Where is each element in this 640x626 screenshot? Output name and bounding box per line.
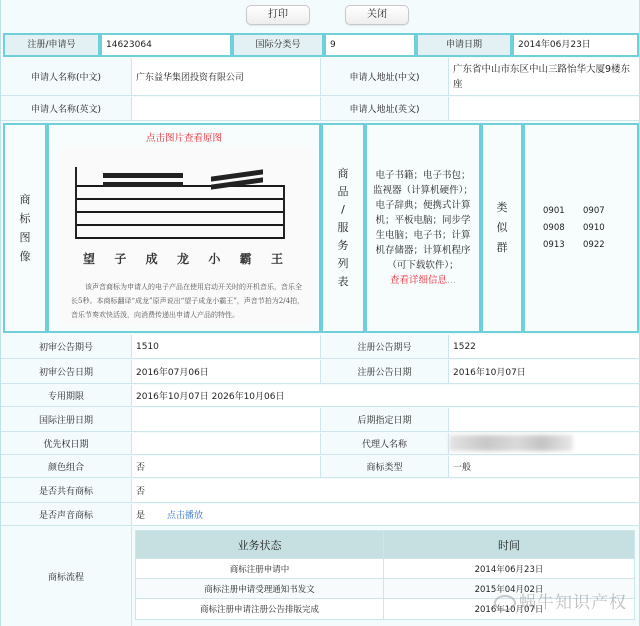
- app-date-label: 申请日期: [416, 33, 512, 57]
- status-cell: 商标注册申请注册公告排版完成: [136, 599, 384, 619]
- trademark-description: 该声音商标为申请人的电子产品在使用启动开关时的开机音乐，音乐全长5秒。本商标翻译“成龙”原声说出“望子成龙小霸王”，声音节拍为2/4拍，音乐节奏欢快活泼，向消费传递出申请人产品的特性。: [71, 283, 305, 319]
- header-time: 时间: [498, 538, 520, 552]
- applicant-name-en-value: [132, 97, 320, 120]
- status-cell: 商标注册申请中: [136, 559, 384, 578]
- trademark-image-label: 商 标 图 像: [3, 123, 47, 333]
- toolbar: [1, 0, 640, 32]
- app-date-value: 2014年06月23日: [512, 33, 639, 57]
- wechat-icon: [494, 595, 516, 611]
- similar-code: 0907: [583, 206, 605, 216]
- tm-type-value: 一般: [449, 456, 639, 477]
- color-label: 颜色组合: [47, 463, 84, 473]
- shared-value: 否: [132, 479, 639, 502]
- shared-label: 是否共有商标: [38, 487, 93, 497]
- pub-number-row: [1, 335, 640, 359]
- term-label: 专用期限: [47, 392, 84, 402]
- color-type-row: [1, 456, 640, 478]
- later-date-label: 后期指定日期: [357, 416, 412, 426]
- applicant-addr-cn-value: 广东省中山市东区中山三路怡华大厦9楼东座: [449, 58, 639, 95]
- trademark-image[interactable]: [61, 147, 313, 325]
- pub-date-row: [1, 360, 640, 384]
- trademark-image-cell[interactable]: [47, 123, 321, 333]
- priority-date-label: 优先权日期: [43, 440, 89, 450]
- reg-pub-date-value: 2016年10月07日: [449, 360, 639, 383]
- applicant-en-row: [1, 97, 640, 121]
- applicant-cn-row: [1, 58, 640, 96]
- term-row: [1, 385, 640, 407]
- intl-date-row: [1, 408, 640, 432]
- applicant-name-en-label: 申请人名称(英文): [30, 105, 102, 115]
- similar-group-label: 类 似 群: [481, 123, 523, 333]
- goods-list-text: 电子书籍；电子书包；监视器（计算机硬件）；电子辞典；便携式计算机；平板电脑；同步学生电脑；电子书；计算机存储器；计算机程序（可下载软件）；: [373, 170, 473, 271]
- view-details-link[interactable]: 查看详细信息: [389, 275, 447, 286]
- redacted-agent-name: [449, 435, 573, 451]
- table-row: [136, 559, 634, 579]
- similar-code: 0910: [583, 223, 605, 233]
- term-value: 2016年10月07日 2026年10月06日: [132, 385, 639, 406]
- date-cell: 2014年06月23日: [474, 564, 544, 575]
- similar-group-codes: [523, 123, 639, 333]
- view-original-link[interactable]: 点击图片查看原图: [145, 133, 222, 144]
- intl-class-label: 国际分类号: [232, 33, 324, 57]
- goods-label: 商 品 / 服 务 列 表: [321, 123, 365, 333]
- applicant-addr-en-value: [449, 97, 639, 120]
- sound-value: 是: [136, 511, 146, 521]
- sound-value-cell: [132, 504, 639, 525]
- prelim-no-label: 初审公告期号: [38, 343, 93, 353]
- prelim-no-value: 1510: [132, 335, 320, 358]
- intl-reg-date-value: [132, 408, 320, 431]
- watermark: 蜗牛知识产权: [494, 588, 627, 613]
- date-cell: 2016年10月07日: [474, 605, 544, 615]
- applicant-addr-cn-label: 申请人地址(中文): [349, 73, 420, 83]
- applicant-name-cn-value: 广东益华集团投资有限公司: [132, 58, 320, 95]
- trademark-image-section: [3, 123, 639, 333]
- agent-label: 代理人名称: [361, 440, 407, 450]
- header-status: 业务状态: [136, 531, 384, 558]
- priority-date-value: [132, 433, 320, 454]
- sound-row: [1, 504, 640, 526]
- goods-list-cell: 电子书籍；电子书包；监视器（计算机硬件）；电子辞典；便携式计算机；平板电脑；同步学生电脑；电子书；计算机存储器；计算机程序（可下载软件）； 查看详细信息...: [365, 123, 481, 333]
- applicant-addr-en-label: 申请人地址(英文): [349, 105, 420, 115]
- later-date-value: [449, 408, 639, 431]
- trademark-title: 望 子 成 龙 小 霸 王: [83, 252, 283, 266]
- process-label: 商标流程: [47, 573, 84, 583]
- close-button[interactable]: 关闭: [345, 5, 409, 25]
- status-cell: 商标注册申请受理通知书发文: [136, 579, 384, 598]
- reg-pub-no-value: 1522: [449, 335, 639, 358]
- date-cell: 2015年04月02日: [474, 584, 544, 595]
- intl-reg-date-label: 国际注册日期: [38, 416, 93, 426]
- color-value: 否: [132, 456, 320, 477]
- similar-code: 0922: [583, 240, 605, 250]
- process-table-header: [136, 531, 634, 559]
- reg-no-value: 14623064: [100, 33, 232, 57]
- sound-label: 是否声音商标: [38, 511, 93, 521]
- applicant-name-cn-label: 申请人名称(中文): [30, 73, 102, 83]
- intl-class-value: 9: [324, 33, 416, 57]
- reg-pub-date-label: 注册公告日期: [357, 368, 412, 378]
- similar-code: 0908: [543, 223, 565, 233]
- similar-code: 0913: [543, 240, 565, 250]
- shared-row: [1, 479, 640, 503]
- prelim-date-label: 初审公告日期: [38, 368, 93, 378]
- header-row: [3, 33, 639, 57]
- reg-no-label: 注册/申请号: [3, 33, 100, 57]
- tm-type-label: 商标类型: [366, 463, 403, 473]
- reg-pub-no-label: 注册公告期号: [357, 343, 412, 353]
- prelim-date-value: 2016年07月06日: [132, 360, 320, 383]
- print-button[interactable]: 打印: [246, 5, 310, 25]
- play-sound-link[interactable]: 点击播放: [167, 511, 204, 521]
- similar-code: 0901: [543, 206, 565, 216]
